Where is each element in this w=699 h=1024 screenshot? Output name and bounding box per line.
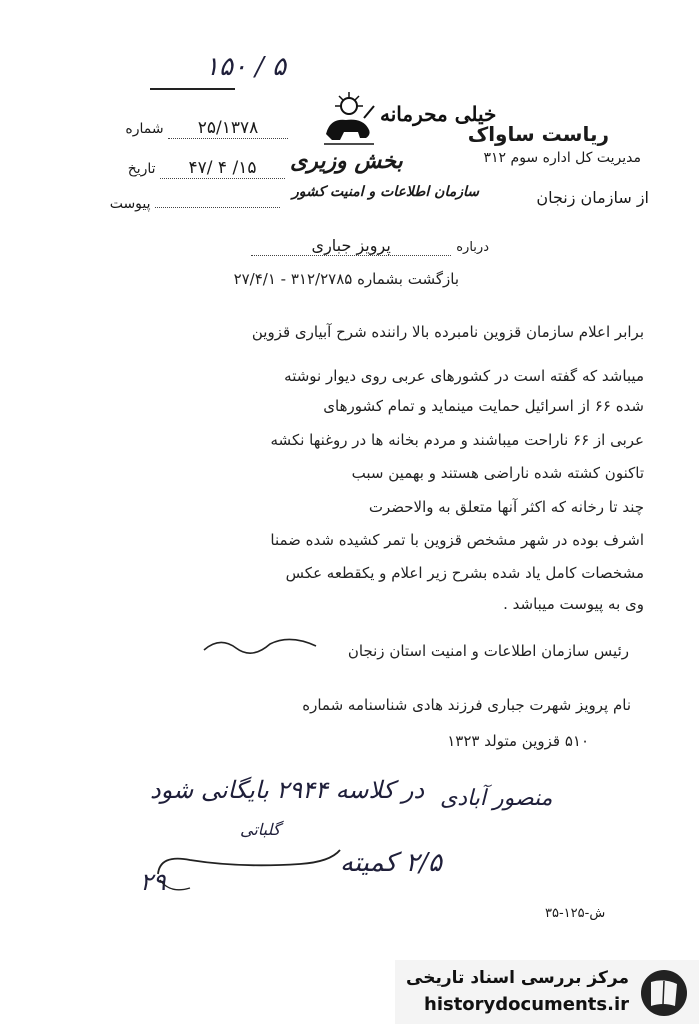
body-line: تاکنون کشته شده ناراضی هستند و بهمین سبب xyxy=(351,464,644,482)
org-from-line: از سازمان زنجان xyxy=(536,188,649,207)
body-line: اشرف بوده در شهر مشخص قزوین با تمر کشیده شده ضمنا xyxy=(270,531,644,549)
meta-date: ۱۵/ ۴ /۴۷ تاریخ xyxy=(100,158,285,179)
stamp-middle: بخش وزیری xyxy=(290,148,403,174)
ministry-line: ریاست ساواک xyxy=(467,122,609,146)
meta-attachment: پیوست xyxy=(100,196,280,212)
body-line: میباشد که گفته است در کشورهای عربی روی دیوار نوشته xyxy=(284,367,644,385)
handwritten-note-name: منصور آبادی xyxy=(440,786,553,811)
stamp-bottom: سازمان اطلاعات و امنیت کشور xyxy=(292,184,479,200)
stamp-top: خیلی محرمانه xyxy=(380,102,497,126)
subject-line: درباره پرویز جباری xyxy=(251,236,489,256)
bottom-code: ش-۱۲۵-۳۵ xyxy=(545,906,606,921)
handwritten-note-committee: ۲/۵ کمیته xyxy=(340,848,443,878)
top-handwritten-line xyxy=(150,88,235,90)
body-line: عربی از ۶۶ ناراحت میباشند و مردم بخانه ها در روغنها نکشه xyxy=(270,431,644,449)
handwritten-note-archive: در کلاسه ۲۹۴۴ بایگانی شود xyxy=(150,776,425,804)
lion-and-sun-emblem xyxy=(318,88,380,152)
signature-scribble xyxy=(200,630,320,664)
signature-line: رئیس سازمان اطلاعات و امنیت استان زنجان xyxy=(347,642,629,660)
handwritten-flourish xyxy=(150,820,350,904)
meta-number: ۲۵/۱۳۷۸ شماره xyxy=(108,118,288,139)
watermark-title: مرکز بررسی اسناد تاریخی xyxy=(406,968,629,988)
body-line: شده ۶۶ از اسرائیل حمایت مینماید و تمام کشورهای xyxy=(323,397,644,415)
details-line-1: نام پرویز شهرت جباری فرزند هادی شناسنامه شماره xyxy=(302,696,631,714)
handwritten-note-number: ۲۹ xyxy=(140,868,166,896)
top-handwritten-number: ۱۵۰ / ۵ xyxy=(205,52,287,82)
body-line: مشخصات کامل یاد شده بشرح زیر اعلام و یکقطعه عکس xyxy=(285,564,644,582)
body-line: برابر اعلام سازمان قزوین نامبرده بالا راننده شرح آبیاری قزوین xyxy=(251,323,644,341)
details-line-2: ۵۱۰ قزوین متولد ۱۳۲۳ xyxy=(447,732,589,750)
body-line: وی به پیوست میباشد . xyxy=(503,595,644,613)
watermark-bar xyxy=(395,960,699,1024)
body-line: چند تا رخانه که اکثر آنها متعلق به والاحضرت xyxy=(368,498,644,516)
watermark-url: historydocuments.ir xyxy=(424,994,629,1015)
department-line: مدیریت کل اداره سوم ۳۱۲ xyxy=(483,150,641,166)
reference-line: بازگشت بشماره ۳۱۲/۲۷۸۵ - ۲۷/۴/۱ xyxy=(233,270,459,288)
book-logo-icon xyxy=(639,968,689,1022)
handwritten-initials: گلباتی xyxy=(240,820,281,839)
